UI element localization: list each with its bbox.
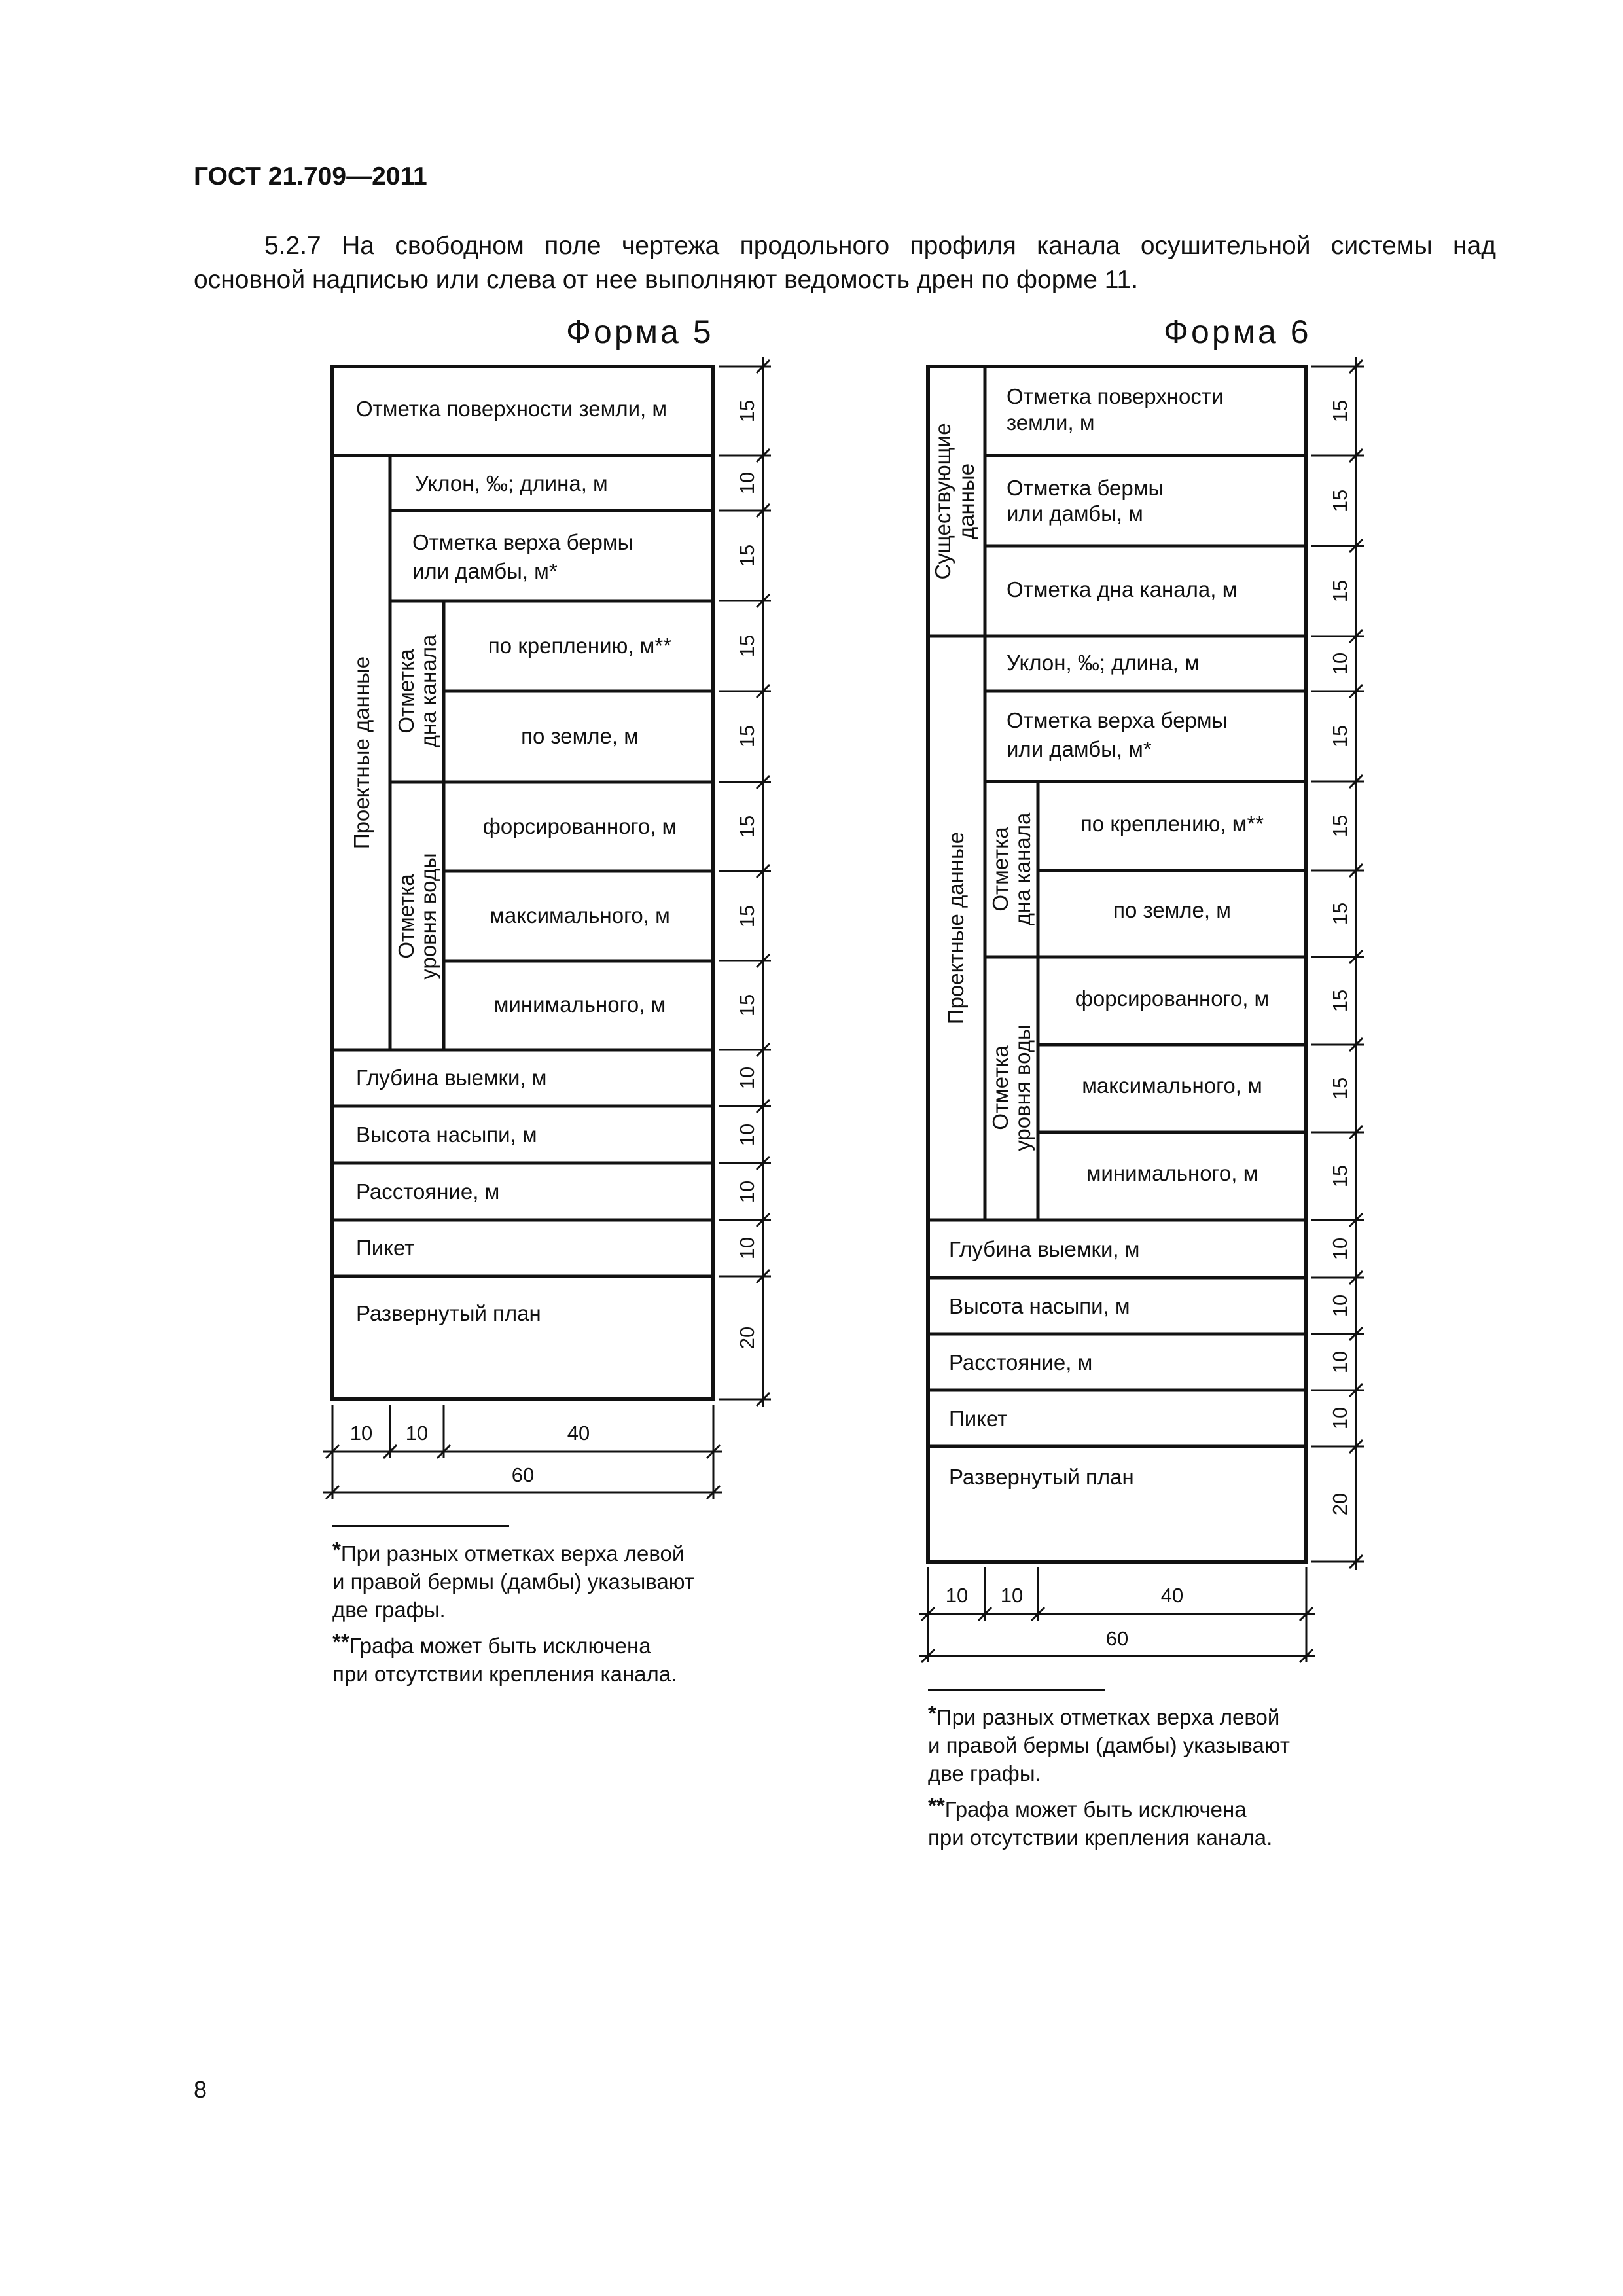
form5-row-picket: Пикет [356, 1236, 415, 1260]
footnote-text: Графа может быть исключена [349, 1634, 651, 1658]
footnote-mark: * [332, 1537, 341, 1562]
form6-group-water-2: уровня воды [1010, 1024, 1035, 1151]
page-number: 8 [194, 2076, 207, 2103]
form6-row-berm-2: или дамбы, м* [1007, 737, 1152, 761]
footnote-mark: ** [928, 1793, 945, 1818]
form5-height-label: 20 [736, 1326, 758, 1350]
form5-row-water-max: максимального, м [490, 903, 670, 927]
footnote-text: При разных отметках верха левой [936, 1705, 1280, 1729]
form6-footnote-2 [928, 1791, 1347, 1852]
form6-height-label: 15 [1329, 902, 1351, 925]
form6-height-label: 10 [1329, 1237, 1351, 1261]
form6-row-slope: Уклон, ‰; длина, м [1007, 651, 1200, 675]
footnote-text: две графы. [332, 1598, 446, 1622]
form5-width-label: 40 [567, 1422, 590, 1444]
form6-height-label: 20 [1329, 1492, 1351, 1516]
form5-height-label: 10 [736, 1236, 758, 1260]
form6-row-picket: Пикет [949, 1407, 1008, 1431]
form5-height-label: 10 [736, 471, 758, 495]
form6-group-project: Проектные данные [944, 831, 968, 1025]
form6-width-label: 10 [945, 1584, 969, 1607]
form5-row-water-forced: форсированного, м [482, 814, 677, 838]
form5-row-surface: Отметка поверхности земли, м [356, 397, 668, 421]
footnote-text: Графа может быть исключена [944, 1797, 1247, 1821]
form5-height-label: 10 [736, 1123, 758, 1147]
form6-row-distance: Расстояние, м [949, 1350, 1093, 1374]
form5-row-distance: Расстояние, м [356, 1179, 500, 1204]
form5-height-label: 10 [736, 1180, 758, 1204]
form6-row-surface-1: Отметка поверхности [1007, 384, 1224, 408]
form6-height-label: 10 [1329, 1294, 1351, 1318]
form6-row-plan: Развернутый план [949, 1465, 1134, 1489]
form6-row-bottom-fix: по креплению, м** [1080, 812, 1264, 836]
form6-width-total: 60 [1105, 1627, 1129, 1650]
footnote-text: и правой бермы (дамбы) указывают [928, 1733, 1290, 1757]
form6-row-bottom-ground: по земле, м [1113, 898, 1231, 922]
form5-row-plan: Развернутый план [356, 1301, 541, 1325]
footnote-mark: ** [332, 1630, 349, 1654]
form6-height-label: 15 [1329, 989, 1351, 1013]
paragraph-line-2: основной надписью или слева от нее выполняют ведомость дрен по форме 11. [194, 266, 1139, 294]
form6-height-label: 15 [1329, 489, 1351, 512]
form6-width-label: 10 [1000, 1584, 1024, 1607]
form6-height-label: 15 [1329, 1164, 1351, 1188]
form6-footnote-1 [928, 1699, 1347, 1787]
form6-footnote-rule [928, 1689, 1105, 1691]
form6-height-label: 15 [1329, 814, 1351, 838]
form5-row-berm-2: или дамбы, м* [412, 559, 558, 583]
form6-row-berm-exist-1: Отметка бермы [1007, 476, 1164, 500]
form6-row-water-forced: форсированного, м [1075, 986, 1270, 1011]
form5-height-label: 15 [736, 725, 758, 748]
form6-group-existing-2: данные [954, 463, 978, 540]
form5-height-label: 15 [736, 994, 758, 1017]
form5-height-label: 15 [736, 815, 758, 838]
form6-group-water-1: Отметка [988, 1045, 1012, 1130]
form6-group-bottom-1: Отметка [988, 827, 1012, 912]
form5-group-bottom-1: Отметка [394, 649, 418, 734]
form6-group-existing-1: Существующие [931, 423, 955, 580]
form5-group-bottom-2: дна канала [416, 634, 440, 748]
form5-height-label: 15 [736, 905, 758, 928]
form5-row-depth: Глубина выемки, м [356, 1066, 547, 1090]
paragraph-line-1: 5.2.7 На свободном поле чертежа продольного профиля канала осушительной системы над [264, 232, 1496, 260]
form5-row-water-min: минимального, м [493, 992, 666, 1016]
form5-width-label: 10 [349, 1422, 373, 1444]
form5-width-label: 10 [405, 1422, 429, 1444]
form6-row-water-min: минимального, м [1086, 1161, 1258, 1185]
form6-height-label: 15 [1329, 725, 1351, 748]
form6-height-label: 15 [1329, 399, 1351, 423]
footnote-text: При разных отметках верха левой [340, 1541, 685, 1566]
footnote-text: при отсутствии крепления канала. [928, 1825, 1273, 1850]
form5-row-embank: Высота насыпи, м [356, 1122, 537, 1147]
form6-table [928, 367, 1306, 1562]
form5-group-project: Проектные данные [349, 656, 374, 850]
form6-footnotes [928, 1699, 1347, 1852]
footnote-mark: * [928, 1701, 936, 1725]
form6-row-berm-exist-2: или дамбы, м [1007, 501, 1143, 526]
form5-width-total: 60 [511, 1463, 535, 1486]
form6-row-depth: Глубина выемки, м [949, 1237, 1140, 1261]
form5-height-label: 10 [736, 1066, 758, 1090]
form5-group-water-2: уровня воды [416, 853, 440, 980]
form5-height-label: 15 [736, 634, 758, 658]
form5-row-slope: Уклон, ‰; длина, м [415, 471, 608, 495]
form6-row-embank: Высота насыпи, м [949, 1294, 1130, 1318]
footnote-text: две графы. [928, 1761, 1041, 1785]
form6-height-label: 10 [1329, 1407, 1351, 1430]
form5-row-bottom-ground: по земле, м [521, 724, 639, 748]
form5-group-water-1: Отметка [394, 874, 418, 959]
form5-row-bottom-fix: по креплению, м** [488, 634, 672, 658]
form5-footnote-2 [332, 1628, 751, 1688]
form5-height-label: 15 [736, 544, 758, 567]
form5-height-label: 15 [736, 399, 758, 423]
document-code: ГОСТ 21.709—2011 [194, 162, 427, 190]
form6-row-surface-2: земли, м [1007, 410, 1095, 435]
form6-group-bottom-2: дна канала [1010, 812, 1035, 926]
footnote-text: при отсутствии крепления канала. [332, 1662, 677, 1686]
form6-row-bottom-exist: Отметка дна канала, м [1007, 577, 1238, 601]
form6-height-label: 15 [1329, 1077, 1351, 1100]
form6-title: Форма 6 [1164, 314, 1311, 350]
footnote-text: и правой бермы (дамбы) указывают [332, 1570, 694, 1594]
form6-width-label: 40 [1160, 1584, 1184, 1607]
form5-footnotes [332, 1535, 751, 1688]
form6-height-dimensions [1311, 357, 1364, 1570]
form6-height-label: 10 [1329, 1350, 1351, 1374]
form5-row-berm-1: Отметка верха бермы [412, 530, 633, 554]
form5-title: Форма 5 [566, 314, 714, 350]
form6-height-label: 10 [1329, 652, 1351, 675]
form5-footnote-1 [332, 1535, 751, 1624]
form6-height-label: 15 [1329, 579, 1351, 603]
form6-row-water-max: максимального, м [1082, 1073, 1262, 1098]
form5-footnote-rule [332, 1525, 509, 1527]
form6-row-berm-1: Отметка верха бермы [1007, 708, 1228, 732]
